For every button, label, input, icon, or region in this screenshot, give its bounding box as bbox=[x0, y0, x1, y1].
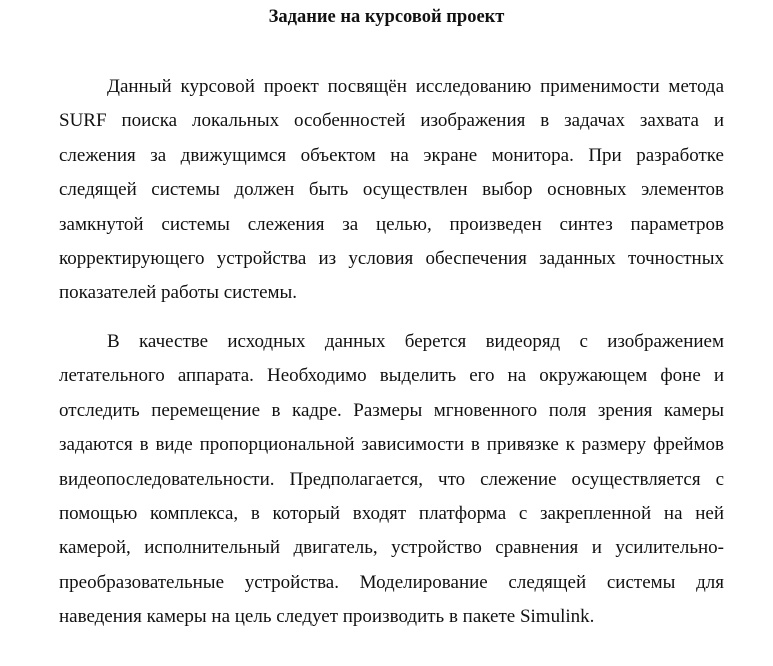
document-title: Задание на курсовой проект bbox=[268, 7, 505, 27]
paragraph-2: В качестве исходных данных берется видеоряд с изображением летательного аппарата. Необходимо выделить его на окружающем фоне и отследить перемещение в кадре. Размеры мгновенного поля зрения камеры задаются в виде пропорциональной зависимости в привязке к размеру фреймов видеопоследовательности. Предполагается, что слежение осуществляется с помощью комплекса, в который входят платформа с закрепленной на ней камерой, исполнительный двигатель, устройство сравнения и усилительно-преобразовательные устройства. Моделирование следящей системы для наведения камеры на цель следует производить в пакете Simulink. bbox=[59, 331, 724, 628]
paragraph-1: Данный курсовой проект посвящён исследованию применимости метода SURF поиска локальных особенностей изображения в задачах захвата и слежения за движущимся объектом на экране монитора. При разработке следящей системы должен быть осуществлен выбор основных элементов замкнутой системы слежения за целью, произведен синтез параметров корректирующего устройства из условия обеспечения заданных точностных показателей работы системы. bbox=[59, 76, 724, 304]
